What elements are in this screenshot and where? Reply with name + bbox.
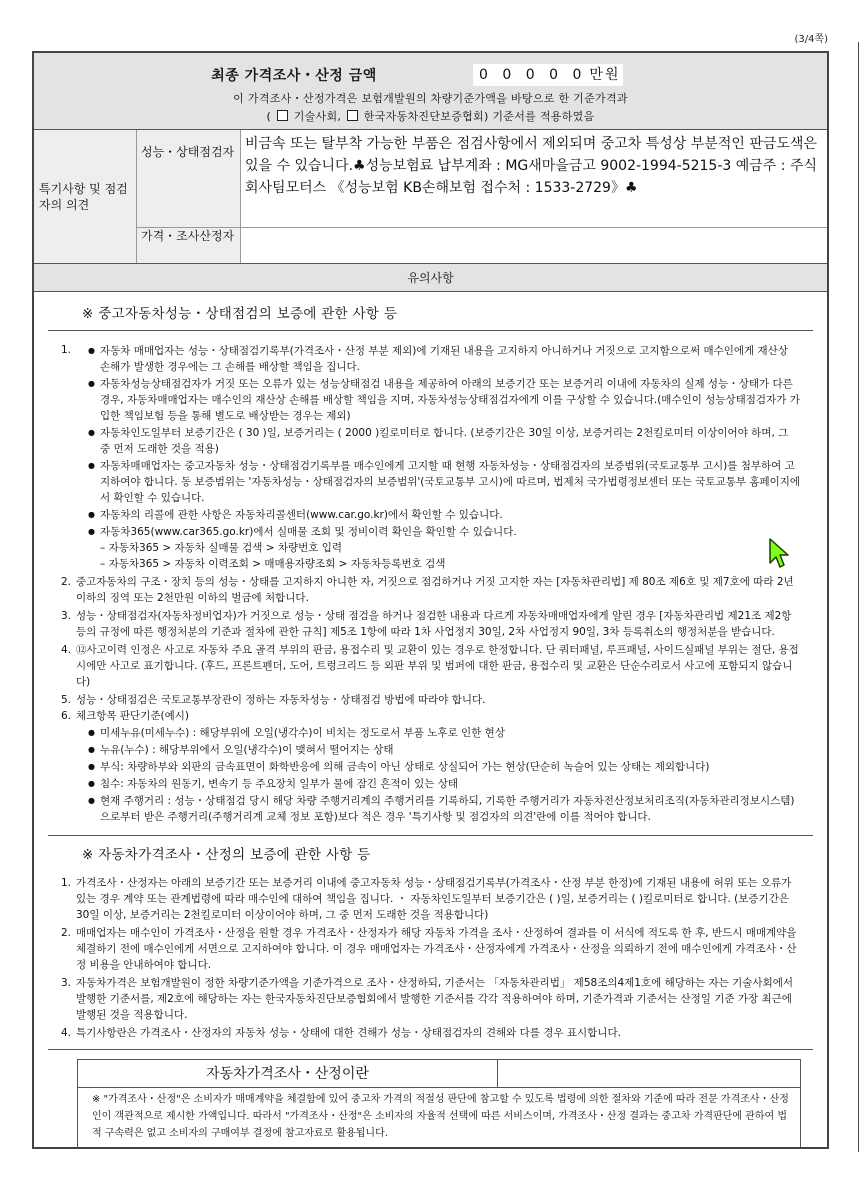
list-item [61,692,801,708]
list-item-text: 체크항목 판단기준(예시) [76,710,189,722]
notice-header: 유의사항 [34,264,827,292]
appraiser-opinion-text [241,228,827,263]
definition-text: ※ "가격조사・산정"은 소비자가 매매계약을 체결함에 있어 중고차 가격의 적절성 판단에 참고할 수 있도록 법령에 의한 절차와 기준에 따라 전문 가격조사・산정인이 객관적으로 제시한 가액입니다. 따라서 "가격조사・산정"은 소비자의 자율적 선택에 따른 서비스이며, 가격조사・산정 결과는 중고차 가격판단에 관하여 법적 구속력은 없고 소비자의 구매여부 결정에 참고자료로 활용됩니다. [92,1094,789,1139]
bullet-icon: ● [88,745,95,754]
bullet-icon: ● [88,510,95,519]
bullet-item: ● 누유(누수) : 해당부위에서 오일(냉각수)이 맺혀서 떨어지는 상태 [88,744,394,756]
list-item [61,708,801,825]
list-item-number: 4. [61,644,72,656]
list-item-text: 중고자동차의 구조・장치 등의 성능・상태를 고지하지 아니한 자, 거짓으로 점검하거나 거짓 고지한 자는 [자동차관리법] 제 80조 제6호 및 제7호에 따라 2년 이하의 징역 또는 2천만원 이하의 벌금에 처합니다. [76,576,794,604]
bullet-icon: ● [88,527,95,536]
amount-digit: 0 [549,67,561,83]
document-frame [32,51,829,1149]
appraiser-label: 가격・조사산정자 [137,228,241,263]
list-item-text: 특기사항란은 가격조사・산정자의 자동차 성능・상태에 대한 견해가 성능・상태점검자의 견해와 다를 경우 표시합니다. [76,1027,621,1039]
page-edge [858,42,864,1152]
list-item [61,574,801,606]
final-price-amount-field [473,64,623,86]
inspector-opinion-text: 비금속 또는 탈부착 가능한 부품은 점검사항에서 제외되며 중고차 특성상 부분적인 판금도색은 있을 수 있습니다.♣성능보험료 납부계좌 : MG새마을금고 9002-1994-5215-3 예금주 : 주식회사팀모터스 《성능보험 KB손해보험 접수처 : 1533-2729》♣ [241,130,827,227]
section-divider [48,835,813,836]
list-item [61,975,801,1023]
list-item-number: 2. [61,927,72,939]
list-item-text: 성능・상태점검자(자동차정비업자)가 거짓으로 성능・상태 점검을 하거나 점검한 내용과 다르게 자동차매매업자에게 알린 경우 [자동차관리법 제21조 제2항 등의 규정에 따른 행정처분의 기준과 절차에 관한 규칙] 제5조 1항에 따라 1차 사업정지 30일, 2차 사업정지 90일, 3차 등록취소의 행정처분을 받습니다. [76,610,792,638]
list-item-number: 5. [61,694,72,706]
opinion-row-inspector [137,130,827,228]
amount-digit: 0 [525,67,537,83]
bullet-item: ● 침수: 자동차의 원동기, 변속기 등 주요장치 일부가 물에 잠긴 흔적이 있는 상태 [88,778,459,790]
bullet-icon: ● [88,461,95,470]
list-item-number: 6. [61,710,72,722]
price-warranty-list [61,875,801,1041]
list-item [61,925,801,973]
amount-unit: 만원 [589,67,621,83]
definition-box [77,1059,801,1149]
list-item [61,608,801,640]
list-item [61,642,801,690]
section-divider [48,1049,813,1050]
bullet-item: ● 자동차 매매업자는 성능・상태점검기록부(가격조사・산정 부분 제외)에 기재된 내용을 고지하지 아니하거나 거짓으로 고지함으로써 매수인에게 재산상 손해가 발생한 경우에는 그 손해를 배상할 책임을 집니다. [88,345,788,373]
final-price-section [34,53,827,130]
list-item-text: 매매업자는 매수인이 가격조사・산정을 원할 경우 가격조사・산정자가 해당 자동차 가격을 조사・산정하여 결과를 이 서식에 적도록 한 후, 반드시 매매계약을 체결하기 전에 매수인에게 서면으로 고지하여야 합니다. 이 경우 매매업자는 가격조사・산정자에게 가격조사・산정을 의뢰하기 전에 매수인에게 가격조사・산정 비용을 안내하여야 합니다. [76,927,797,971]
list-item-number: 1. [61,344,72,356]
list-item-text: ⑫사고이력 인정은 사고로 자동차 주요 골격 부위의 판금, 용접수리 및 교환이 있는 경우로 한정합니다. 단 쿼터패널, 루프패널, 사이드실패널 부위는 절단, 용접 시에만 사고로 표기합니다. (후드, 프론트펜더, 도어, 트렁크리드 등 외판 부위 및 범퍼에 대한 판금, 용접수리 및 교환은 단순수리로서 사고에 포함되지 않습니다) [76,644,799,688]
car365-path-listing: – 자동차365 > 자동차 실매물 검색 > 차량번호 입력 [100,542,343,554]
final-price-title: 최종 가격조사・산정 금액 [211,68,377,84]
list-item-text: 가격조사・산정자는 아래의 보증기간 또는 보증거리 이내에 중고자동차 성능・상태점검기록부(가격조사・산정 부분 한정)에 기재된 내용에 허위 또는 오류가 있는 경우 계약 또는 관계법령에 따라 매수인에 대하여 책임을 집니다. ・ 자동차인도일부터 보증기간은 ( )일, 보증거리는 ( )킬로미터로 합니다. (보증기간은 30일 이상, 보증거리는 2천킬로미터 이상이어야 하며, 그 중 먼저 도래한 것을 적용합니다) [76,877,792,921]
list-item-number: 3. [61,977,72,989]
bullet-icon: ● [88,346,95,355]
bullet-item: ● 미세누유(미세누수) : 해당부위에 오일(냉각수)이 비치는 정도로서 부품 노후로 인한 현상 [88,727,505,739]
bullet-icon: ● [88,379,95,388]
opinion-label: 특기사항 및 점검자의 의견 [34,130,137,263]
section-price-warranty-title: ※ 자동차가격조사・산정의 보증에 관한 사항 등 [82,847,371,863]
list-item-text: 성능・상태점검은 국토교통부장관이 정하는 자동차성능・상태점검 방법에 따라야 합니다. [76,694,486,706]
basis-checkbox-association[interactable] [347,110,358,121]
bullet-icon: ● [88,779,95,788]
list-item-number: 1. [61,877,72,889]
basis-option-association: 한국자동차진단보증협회) 기준서를 적용하였음 [363,110,595,123]
list-item [61,342,801,572]
list-item-number: 4. [61,1027,72,1039]
list-item [61,1025,801,1041]
list-item-number: 2. [61,576,72,588]
bullet-icon: ● [88,428,95,437]
basis-checkbox-engineers[interactable] [277,110,288,121]
mouse-cursor-icon [768,537,790,569]
inspection-warranty-list [61,342,801,825]
bullet-icon: ● [88,762,95,771]
basis-option-engineers: 기술사회, [293,110,342,123]
final-price-basis [34,108,827,124]
list-item-number: 3. [61,610,72,622]
bullet-item: ● 자동차의 리콜에 관한 사항은 자동차리콜센터(www.car.go.kr)에서 확인할 수 있습니다. [88,509,503,521]
bullet-item: ● 자동차성능상태점검자가 거짓 또는 오류가 있는 성능상태점검 내용을 제공하여 아래의 보증기간 또는 보증거리 이내에 자동차의 실제 성능・상태가 다른 경우, 자동차매매업자는 매수인의 재산상 손해를 배상할 책임을 지며, 자동차성능상태점검자에게 이를 구상할 수 있습니다.(매수인이 성능상태점검자가 가입한 책임보험 등을 통해 별도로 배상받는 경우는 제외) [88,378,800,422]
definition-title: 자동차가격조사・산정이란 [78,1060,498,1087]
basis-open: ( [266,110,272,123]
list-item-text: 자동차가격은 보험개발원이 정한 차량기준가액을 기준가격으로 조사・산정하되, 기준서는 「자동차관리법」 제58조의4제1호에 해당하는 자는 기술사회에서 발행한 기준서를, 제2호에 해당하는 자는 한국자동차진단보증협회에서 발행한 기준서를 각각 적용하여야 하며, 기준가격과 기준서는 산정일 기준 가장 최근에 발행된 것을 적용합니다. [76,977,793,1021]
bullet-item: ● 부식: 차량하부와 외판의 금속표면이 화학반응에 의해 금속이 아닌 상태로 상실되어 가는 현상(단순히 녹슬어 있는 상태는 제외합니다) [88,761,710,773]
amount-digit: 0 [502,67,514,83]
bullet-item: ● 현재 주행거리 : 성능・상태점검 당시 해당 차량 주행거리계의 주행거리를 기록하되, 기록한 주행거리가 자동차전산정보처리조직(자동차관리정보시스템)으로부터 받은 주행거리(주행거리계 교체 정보 포함)보다 적은 경우 '특기사항 및 점검자의 의견'란에 이를 적어야 합니다. [88,795,795,823]
final-price-note: 이 가격조사・산정가격은 보험개발원의 차량기준가액을 바탕으로 한 기준가격과 [233,92,628,105]
bullet-item: ● 자동차인도일부터 보증기간은 ( 30 )일, 보증거리는 ( 2000 )킬로미터로 합니다. (보증기간은 30일 이상, 보증거리는 2천킬로미터 이상이어야 하며, 그 중 먼저 도래한 것을 적용) [88,427,789,455]
car365-path-history: – 자동차365 > 자동차 이력조회 > 매매용자량조회 > 자동차등록번호 검색 [100,558,446,570]
section-divider [48,330,813,331]
bullet-item [88,524,801,572]
opinion-row-appraiser [137,228,827,263]
section-inspection-warranty-title: ※ 중고자동차성능・상태점검의 보증에 관한 사항 등 [82,306,398,322]
amount-digit: 0 [572,67,584,83]
amount-digit: 0 [479,67,490,83]
page-number: (3/4쪽) [794,34,828,45]
opinion-section [34,130,827,264]
bullet-icon: ● [88,728,95,737]
bullet-item: ● 자동차매매업자는 중고자동차 성능・상태점검기록부를 매수인에게 고지할 때 현행 자동차성능・상태점검자의 보증범위(국토교통부 고시)를 첨부하여 고지하여야 합니다. 동 보증범위는 '자동차성능・상태점검자의 보증범위'(국토교통부 고시)에 따르며, 법제처 국가법령정보센터 또는 국토교통부 홈페이지에서 확인할 수 있습니다. [88,460,801,504]
car365-text: 자동차365(www.car365.go.kr)에서 실매물 조회 및 정비이력 확인을 확인할 수 있습니다. [100,526,517,538]
list-item [61,875,801,923]
inspector-label: 성능・상태점검자 [137,130,241,227]
bullet-icon: ● [88,796,95,805]
